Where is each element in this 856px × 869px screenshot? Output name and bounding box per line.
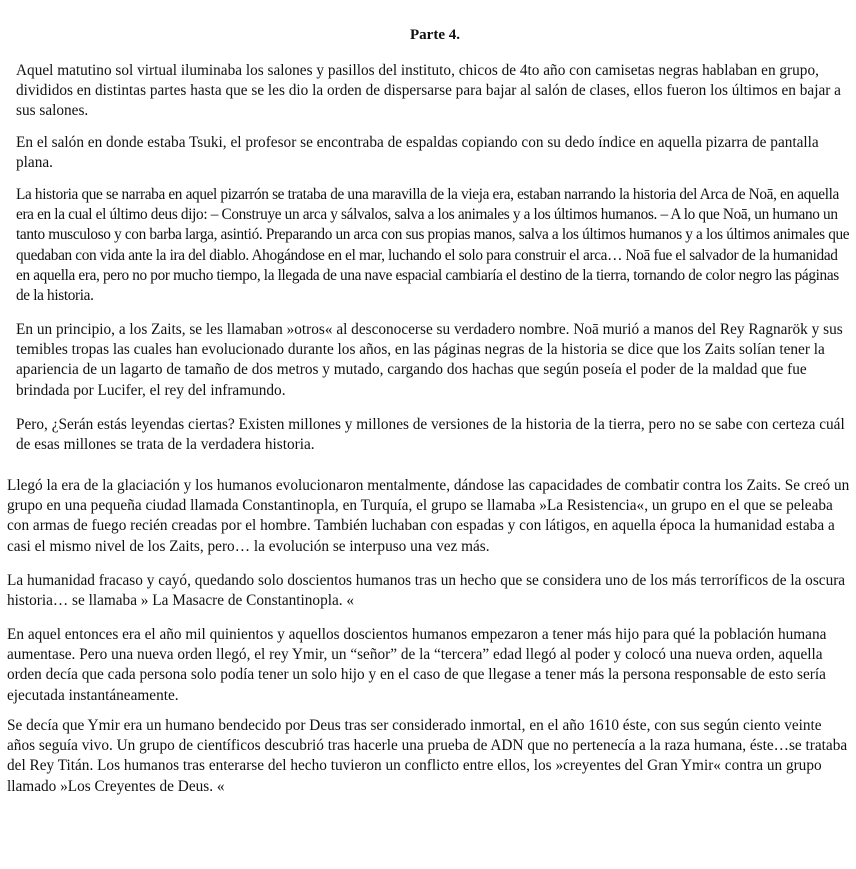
chapter-title: Parte 4. [410, 27, 460, 43]
paragraph-9: Se decía que Ymir era un humano bendecido por Deus tras ser considerado inmortal, en el año 1610 éste, con sus según ciento veinte años seguía vivo. Un grupo de científicos descubrió tras hacerle una prueba de ADN que no pertenecía a la raza humana, éste…se trataba del Rey Titán. Los humanos tras enterarse del hecho tuvieron un conflicto entre ellos, los »creyentes del Gran Ymir« contra un grupo llamado »Los Creyentes de Deus. « [7, 717, 848, 795]
paragraph-5: Pero, ¿Serán estás leyendas ciertas? Existen millones y millones de versiones de la historia de la tierra, pero no se sabe con certeza cuál de esas millones se trata de la verdadera historia. [16, 416, 845, 454]
paragraph-6: Llegó la era de la glaciación y los humanos evolucionaron mentalmente, dándose las capacidades de combatir contra los Zaits. Se creó un grupo en una pequeña ciudad llamada Constantinopla, en Turquía, el grupo se llamaba »La Resistencia«, un grupo en el que se peleaba con armas de fuego recién creadas por el hombre. También luchaban con espadas y con látigos, en aquella época la humanidad estaba a casi el mismo nivel de los Zaits, pero… la evolución se interpuso una vez más. [7, 477, 850, 555]
paragraph-4: En un principio, a los Zaits, se les llamaban »otros« al desconocerse su verdadero nombre. Noā murió a manos del Rey Ragnarök y sus temibles tropas las cuales han evolucionado durante los años, en las páginas negras de la historia se dice que los Zaits solían tener la apariencia de un lagarto de tamaño de dos metros y mutado, cargando dos hachas que según poseía el poder de la maldad que fue brindada por Lucifer, el rey del inframundo. [16, 321, 843, 399]
paragraph-1: Aquel matutino sol virtual iluminaba los salones y pasillos del instituto, chicos de 4to año con camisetas negras hablaban en grupo, divididos en distintas partes hasta que se les dio la orden de dispersarse para bajar al salón de clases, ellos fueron los últimos en bajar a sus salones. [16, 62, 841, 120]
paragraph-7: La humanidad fracaso y cayó, quedando solo doscientos humanos tras un hecho que se considera uno de los más terroríficos de la oscura historia… se llamaba » La Masacre de Constantinopla. « [7, 572, 846, 610]
paragraph-8: En aquel entonces era el año mil quinientos y aquellos doscientos humanos empezaron a tener más hijo para qué la población humana aumentase. Pero una nueva orden llegó, el rey Ymir, un “señor” de la “tercera” edad llegó al poder y colocó una nueva orden, aquella orden decía que cada persona solo podía tener un solo hijo y en el caso de que llegase a tener más la persona responsable de esto sería ejecutada instantáneamente. [7, 626, 827, 704]
paragraph-2: En el salón en donde estaba Tsuki, el profesor se encontraba de espaldas copiando con su dedo índice en aquella pizarra de pantalla plana. [16, 134, 819, 172]
paragraph-3: La historia que se narraba en aquel pizarrón se trataba de una maravilla de la vieja era, estaban narrando la historia del Arca de Noā, en aquella era en la cual el último deus dijo: – Construye un arca y sálvalos, salva a los animales y a los últimos humanos. – A lo que Noā, un humano un tanto musculoso y con barba larga, asintió. Preparando un arca con sus propias manos, salva a los últimos humanos y a los últimos animales que quedaban con vida ante la ira del diablo. Ahogándose en el mar, luchando el solo para construir el arca… Noā fue el salvador de la humanidad en aquella era, pero no por mucho tiempo, la llegada de una nave espacial cambiaría el destino de la tierra, tornando de color negro las páginas de la historia. [16, 186, 850, 305]
